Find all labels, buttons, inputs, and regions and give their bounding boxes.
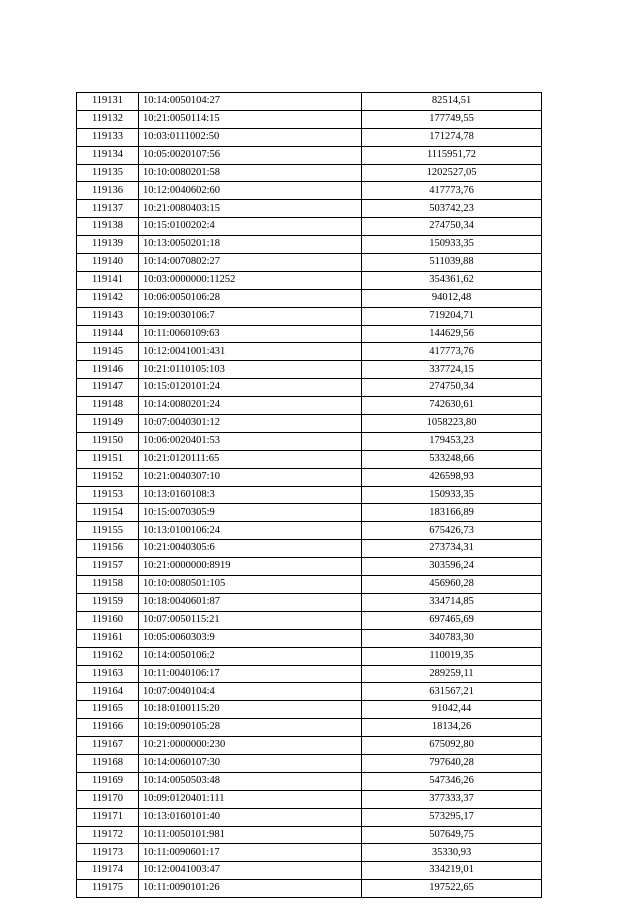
table-row [77, 200, 542, 218]
row-number-cell: 119154 [77, 504, 139, 522]
cadastral-number-cell: 10:19:0090105:28 [139, 719, 362, 737]
row-number-cell: 119159 [77, 593, 139, 611]
cadastral-number-cell: 10:10:0080501:105 [139, 576, 362, 594]
table-row [77, 629, 542, 647]
table-row [77, 432, 542, 450]
table-row [77, 880, 542, 898]
cadastral-number-cell: 10:07:0040104:4 [139, 683, 362, 701]
amount-cell: 183166,89 [362, 504, 542, 522]
table-row [77, 450, 542, 468]
table-row [77, 862, 542, 880]
table-row [77, 93, 542, 111]
table-body [77, 93, 542, 898]
cadastral-number-cell: 10:21:0040305:6 [139, 540, 362, 558]
cadastral-number-cell: 10:15:0100202:4 [139, 218, 362, 236]
amount-cell: 456960,28 [362, 576, 542, 594]
cadastral-number-cell: 10:19:0030106:7 [139, 307, 362, 325]
table-row [77, 504, 542, 522]
row-number-cell: 119146 [77, 361, 139, 379]
table-row [77, 558, 542, 576]
table-row [77, 647, 542, 665]
row-number-cell: 119173 [77, 844, 139, 862]
row-number-cell: 119152 [77, 468, 139, 486]
amount-cell: 742630,61 [362, 397, 542, 415]
cadastral-number-cell: 10:14:0050106:2 [139, 647, 362, 665]
table-row [77, 737, 542, 755]
row-number-cell: 119165 [77, 701, 139, 719]
table-row [77, 236, 542, 254]
table-row [77, 468, 542, 486]
amount-cell: 1058223,80 [362, 415, 542, 433]
table-row [77, 522, 542, 540]
amount-cell: 82514,51 [362, 93, 542, 111]
row-number-cell: 119156 [77, 540, 139, 558]
table-row [77, 307, 542, 325]
row-number-cell: 119134 [77, 146, 139, 164]
table-row [77, 611, 542, 629]
row-number-cell: 119143 [77, 307, 139, 325]
row-number-cell: 119132 [77, 110, 139, 128]
cadastral-number-cell: 10:14:0050104:27 [139, 93, 362, 111]
amount-cell: 1115951,72 [362, 146, 542, 164]
row-number-cell: 119142 [77, 289, 139, 307]
cadastral-number-cell: 10:14:0080201:24 [139, 397, 362, 415]
amount-cell: 426598,93 [362, 468, 542, 486]
row-number-cell: 119155 [77, 522, 139, 540]
row-number-cell: 119175 [77, 880, 139, 898]
row-number-cell: 119153 [77, 486, 139, 504]
table-row [77, 486, 542, 504]
cadastral-number-cell: 10:05:0060303:9 [139, 629, 362, 647]
cadastral-number-cell: 10:11:0050101:981 [139, 826, 362, 844]
amount-cell: 273734,31 [362, 540, 542, 558]
cadastral-number-cell: 10:21:0080403:15 [139, 200, 362, 218]
amount-cell: 289259,11 [362, 665, 542, 683]
amount-cell: 303596,24 [362, 558, 542, 576]
row-number-cell: 119150 [77, 432, 139, 450]
table-row [77, 182, 542, 200]
row-number-cell: 119144 [77, 325, 139, 343]
amount-cell: 337724,15 [362, 361, 542, 379]
cadastral-number-cell: 10:14:0060107:30 [139, 754, 362, 772]
row-number-cell: 119136 [77, 182, 139, 200]
amount-cell: 503742,23 [362, 200, 542, 218]
amount-cell: 377333,37 [362, 790, 542, 808]
row-number-cell: 119171 [77, 808, 139, 826]
cadastral-number-cell: 10:21:0110105:103 [139, 361, 362, 379]
row-number-cell: 119172 [77, 826, 139, 844]
cadastral-number-cell: 10:07:0050115:21 [139, 611, 362, 629]
cadastral-number-cell: 10:21:0000000:8919 [139, 558, 362, 576]
cadastral-number-cell: 10:03:0111002:50 [139, 128, 362, 146]
table-row [77, 361, 542, 379]
row-number-cell: 119140 [77, 254, 139, 272]
row-number-cell: 119139 [77, 236, 139, 254]
cadastral-number-cell: 10:05:0020107:56 [139, 146, 362, 164]
document-table [76, 92, 542, 898]
cadastral-number-cell: 10:12:0041001:431 [139, 343, 362, 361]
cadastral-number-cell: 10:13:0050201:18 [139, 236, 362, 254]
row-number-cell: 119160 [77, 611, 139, 629]
table-row [77, 254, 542, 272]
cadastral-number-cell: 10:15:0070305:9 [139, 504, 362, 522]
amount-cell: 18134,26 [362, 719, 542, 737]
amount-cell: 274750,34 [362, 379, 542, 397]
row-number-cell: 119141 [77, 271, 139, 289]
row-number-cell: 119161 [77, 629, 139, 647]
cadastral-number-cell: 10:06:0050106:28 [139, 289, 362, 307]
row-number-cell: 119148 [77, 397, 139, 415]
table-row [77, 415, 542, 433]
cadastral-number-cell: 10:21:0120111:65 [139, 450, 362, 468]
row-number-cell: 119158 [77, 576, 139, 594]
cadastral-number-cell: 10:15:0120101:24 [139, 379, 362, 397]
cadastral-number-cell: 10:14:0050503:48 [139, 772, 362, 790]
row-number-cell: 119135 [77, 164, 139, 182]
table-row [77, 719, 542, 737]
row-number-cell: 119145 [77, 343, 139, 361]
table-row [77, 397, 542, 415]
cadastral-number-cell: 10:10:0080201:58 [139, 164, 362, 182]
cadastral-number-cell: 10:13:0160101:40 [139, 808, 362, 826]
amount-cell: 417773,76 [362, 182, 542, 200]
amount-cell: 91042,44 [362, 701, 542, 719]
row-number-cell: 119138 [77, 218, 139, 236]
amount-cell: 797640,28 [362, 754, 542, 772]
amount-cell: 340783,30 [362, 629, 542, 647]
table-row [77, 772, 542, 790]
row-number-cell: 119163 [77, 665, 139, 683]
table-row [77, 826, 542, 844]
amount-cell: 171274,78 [362, 128, 542, 146]
amount-cell: 533248,66 [362, 450, 542, 468]
amount-cell: 675092,80 [362, 737, 542, 755]
row-number-cell: 119151 [77, 450, 139, 468]
table-row [77, 164, 542, 182]
cadastral-number-cell: 10:07:0040301:12 [139, 415, 362, 433]
table-row [77, 540, 542, 558]
amount-cell: 1202527,05 [362, 164, 542, 182]
cadastral-number-cell: 10:21:0040307:10 [139, 468, 362, 486]
amount-cell: 274750,34 [362, 218, 542, 236]
row-number-cell: 119131 [77, 93, 139, 111]
amount-cell: 150933,35 [362, 236, 542, 254]
amount-cell: 144629,56 [362, 325, 542, 343]
row-number-cell: 119169 [77, 772, 139, 790]
cadastral-number-cell: 10:12:0041003:47 [139, 862, 362, 880]
row-number-cell: 119166 [77, 719, 139, 737]
table-row [77, 683, 542, 701]
table-row [77, 289, 542, 307]
amount-cell: 179453,23 [362, 432, 542, 450]
table-row [77, 593, 542, 611]
amount-cell: 197522,65 [362, 880, 542, 898]
amount-cell: 334219,01 [362, 862, 542, 880]
table-row [77, 790, 542, 808]
amount-cell: 675426,73 [362, 522, 542, 540]
cadastral-number-cell: 10:12:0040602:60 [139, 182, 362, 200]
amount-cell: 35330,93 [362, 844, 542, 862]
table-row [77, 808, 542, 826]
table-row [77, 110, 542, 128]
table-row [77, 844, 542, 862]
cadastral-number-cell: 10:09:0120401:111 [139, 790, 362, 808]
amount-cell: 631567,21 [362, 683, 542, 701]
cadastral-number-cell: 10:18:0040601:87 [139, 593, 362, 611]
table-row [77, 576, 542, 594]
amount-cell: 547346,26 [362, 772, 542, 790]
amount-cell: 354361,62 [362, 271, 542, 289]
amount-cell: 573295,17 [362, 808, 542, 826]
cadastral-number-cell: 10:13:0160108:3 [139, 486, 362, 504]
amount-cell: 110019,35 [362, 647, 542, 665]
row-number-cell: 119162 [77, 647, 139, 665]
amount-cell: 417773,76 [362, 343, 542, 361]
amount-cell: 697465,69 [362, 611, 542, 629]
amount-cell: 507649,75 [362, 826, 542, 844]
cadastral-number-cell: 10:18:0100115:20 [139, 701, 362, 719]
cadastral-number-cell: 10:13:0100106:24 [139, 522, 362, 540]
cadastral-number-cell: 10:21:0050114:15 [139, 110, 362, 128]
row-number-cell: 119174 [77, 862, 139, 880]
table-row [77, 754, 542, 772]
cadastral-number-cell: 10:14:0070802:27 [139, 254, 362, 272]
row-number-cell: 119137 [77, 200, 139, 218]
row-number-cell: 119157 [77, 558, 139, 576]
amount-cell: 94012,48 [362, 289, 542, 307]
amount-cell: 150933,35 [362, 486, 542, 504]
table-row [77, 379, 542, 397]
row-number-cell: 119149 [77, 415, 139, 433]
cadastral-number-cell: 10:06:0020401:53 [139, 432, 362, 450]
amount-cell: 719204,71 [362, 307, 542, 325]
cadastral-number-cell: 10:11:0090601:17 [139, 844, 362, 862]
table-row [77, 218, 542, 236]
cadastral-number-cell: 10:03:0000000:11252 [139, 271, 362, 289]
row-number-cell: 119164 [77, 683, 139, 701]
table-row [77, 325, 542, 343]
row-number-cell: 119168 [77, 754, 139, 772]
amount-cell: 334714,85 [362, 593, 542, 611]
cadastral-number-cell: 10:21:0000000:230 [139, 737, 362, 755]
cadastral-number-cell: 10:11:0090101:26 [139, 880, 362, 898]
row-number-cell: 119170 [77, 790, 139, 808]
cadastral-number-cell: 10:11:0060109:63 [139, 325, 362, 343]
row-number-cell: 119147 [77, 379, 139, 397]
cadastral-number-cell: 10:11:0040106:17 [139, 665, 362, 683]
table-row [77, 665, 542, 683]
row-number-cell: 119167 [77, 737, 139, 755]
amount-cell: 511039,88 [362, 254, 542, 272]
table-row [77, 701, 542, 719]
table-row [77, 271, 542, 289]
amount-cell: 177749,55 [362, 110, 542, 128]
table-row [77, 343, 542, 361]
table-row [77, 146, 542, 164]
row-number-cell: 119133 [77, 128, 139, 146]
table-row [77, 128, 542, 146]
